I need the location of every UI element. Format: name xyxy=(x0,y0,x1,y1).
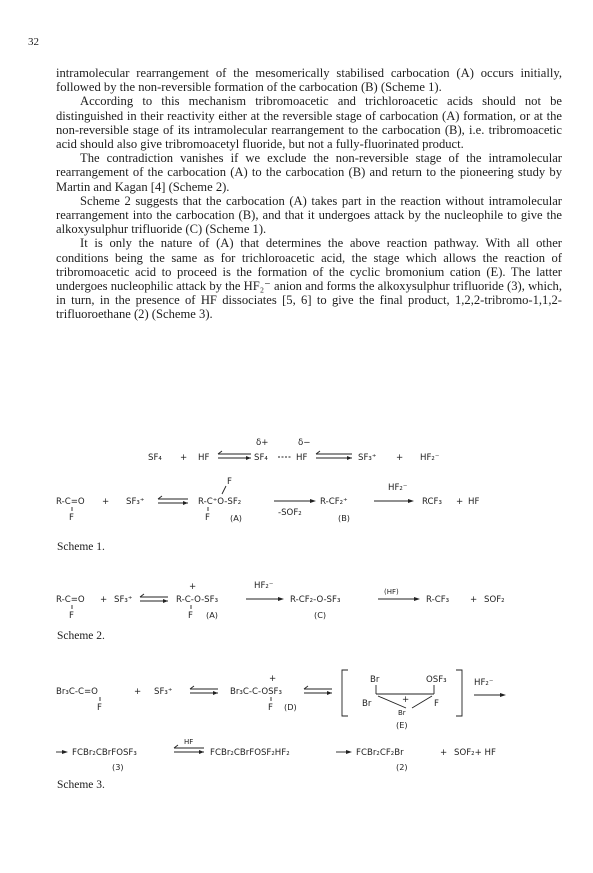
cation-d: Br₃C-C-OSF₃ xyxy=(230,687,282,697)
delta-minus: δ− xyxy=(298,438,311,448)
hf2-reagent: HF₂⁻ xyxy=(388,483,408,493)
sf3-cation: SF₃⁺ xyxy=(126,497,145,507)
hf2-reagent: HF₂⁻ xyxy=(474,678,494,688)
plus-sign: + xyxy=(180,453,188,463)
equilibrium-arrow xyxy=(140,594,168,603)
species-2: FCBr₂CF₂Br xyxy=(356,748,404,758)
bond xyxy=(222,486,226,494)
cation-a: R-C-O-SF₃ xyxy=(176,595,219,605)
label-b: (B) xyxy=(338,513,351,523)
ring-br-bridge: Br xyxy=(398,709,406,717)
equilibrium-arrow xyxy=(190,686,218,695)
paragraph: The contradiction vanishes if we exclude the non-reversible stage of the intramolecular rearrangement of the carbocation (A) to the carbocation (B) and return to the pioneering study by Martin and Kagan [4] (Scheme 2). xyxy=(56,151,562,194)
sof2-loss: -SOF₂ xyxy=(278,508,302,518)
reaction-arrow xyxy=(56,750,68,754)
equilibrium-arrow xyxy=(218,451,251,460)
label-d: (D) xyxy=(284,702,297,712)
left-bracket xyxy=(342,670,348,716)
acyl-f: F xyxy=(69,513,74,523)
sf3-cation: SF₃⁺ xyxy=(358,453,377,463)
acyl-f: F xyxy=(69,611,74,621)
reaction-arrow xyxy=(246,597,284,601)
sof2-product: SOF₂+ HF xyxy=(454,748,496,758)
acyl-f: F xyxy=(97,703,102,713)
hf-product: HF xyxy=(468,497,480,507)
acyl-fluoride: R-C=O xyxy=(56,497,85,507)
sf3-cation: SF₃⁺ xyxy=(114,595,133,605)
species-3: FCBr₂CBrFOSF₃ xyxy=(72,748,137,758)
species-3-complex: FCBr₂CBrFOSF₂HF₂ xyxy=(210,748,290,758)
label-e: (E) xyxy=(396,720,408,730)
product-rcf3: RCF₃ xyxy=(422,497,442,507)
plus-sign: + xyxy=(470,595,478,605)
sof2-product: SOF₂ xyxy=(484,595,505,605)
cation-plus: + xyxy=(189,582,197,592)
hf-complex: HF xyxy=(296,453,308,463)
reaction-arrow xyxy=(474,693,506,697)
reaction-arrow xyxy=(374,499,414,503)
plus-sign: + xyxy=(440,748,448,758)
ring-f: F xyxy=(434,699,439,709)
cation-a: R-C⁺O-SF₂ xyxy=(198,497,242,507)
hf-arrow-label: HF xyxy=(184,738,194,746)
paragraph: intramolecular rearrangement of the mesomerically stabilised carbocation (A) occurs initially, followed by the non-reversible formation of the carbocation (B) (Scheme 1). xyxy=(56,66,562,95)
paragraph: Scheme 2 suggests that the carbocation (A) takes part in the reaction without intramolecular rearrangement into the carbocation (B), and that it undergoes attack by the nucleophile to give the alkoxysulphur trifluoride (C) (Scheme 1). xyxy=(56,193,562,237)
cation-f: F xyxy=(188,611,193,621)
cation-f: F xyxy=(268,703,273,713)
label-2: (2) xyxy=(396,762,408,772)
paragraph: According to this mechanism tribromoacetic and trichloroacetic acids should not be distinguished in their reactivity either at the reversible stage of carbocation (A) formation, or at the non-reversible stage of its intramolecular rearrangement to the carbocation (B), i.e. tribromoacetic acid should also give tribromoacetyl fluoride, but not a fully-fluorinated product. xyxy=(56,94,562,152)
hf2-reagent: HF₂⁻ xyxy=(254,581,274,591)
ring-bond xyxy=(412,696,432,708)
product-rcf3: R-CF₃ xyxy=(426,595,450,605)
ring-br-top: Br xyxy=(370,675,380,685)
label-a: (A) xyxy=(230,513,242,523)
hf-condition: (HF) xyxy=(384,588,399,596)
scheme-2-diagram xyxy=(56,572,566,628)
scheme-1-caption: Scheme 1. xyxy=(57,541,105,553)
hf-reactant: HF xyxy=(198,453,210,463)
delta-plus: δ+ xyxy=(256,438,269,448)
plus-sign: + xyxy=(134,687,142,697)
equilibrium-arrow xyxy=(174,745,204,754)
reaction-arrow xyxy=(336,750,352,754)
plus-sign: + xyxy=(102,497,110,507)
cation-plus: + xyxy=(269,674,277,684)
paragraph: It is only the nature of (A) that determines the above reaction pathway. With all other conditions being the same as for trichloroacetic acid, the stage which allows the reaction of tribromoacetic acid to proceed is the formation of the cyclic bromonium cation (E). The latter undergoes nucleophilic attack by the HF₂⁻ anion and forms the alkoxysulphur trifluoride (3), which, in turn, in the presence of HF dissociates [5, 6] to give the final product, 1,2,2-tribromo-1,1,2-trifluoroethane (2) (Scheme 3). xyxy=(56,236,562,322)
ring-br-left: Br xyxy=(362,699,372,709)
sf3-cation: SF₃⁺ xyxy=(154,687,173,697)
reaction-arrow xyxy=(274,499,316,503)
cation-b: R-CF₂⁺ xyxy=(320,497,348,507)
sf4-complex: SF₄ xyxy=(254,453,268,463)
scheme-1-diagram xyxy=(56,428,566,538)
equilibrium-arrow xyxy=(316,451,352,460)
label-a: (A) xyxy=(206,610,218,620)
right-bracket xyxy=(456,670,462,716)
reaction-arrow xyxy=(378,597,420,601)
ring-plus: + xyxy=(402,695,410,705)
ring-osf3: OSF₃ xyxy=(426,675,447,685)
plus-sign: + xyxy=(100,595,108,605)
acyl-fluoride: R-C=O xyxy=(56,595,85,605)
body-text xyxy=(56,66,562,322)
label-3: (3) xyxy=(112,762,124,772)
sf4-reactant: SF₄ xyxy=(148,453,162,463)
species-c: R-CF₂-O-SF₃ xyxy=(290,595,341,605)
equilibrium-arrow xyxy=(158,496,188,505)
scheme-3-diagram xyxy=(56,660,566,778)
scheme-2-caption: Scheme 2. xyxy=(57,630,105,642)
scheme-3-caption: Scheme 3. xyxy=(57,779,105,791)
f-bottom: F xyxy=(205,513,210,523)
hf2-anion: HF₂⁻ xyxy=(420,453,440,463)
equilibrium-arrow xyxy=(304,686,332,695)
label-c: (C) xyxy=(314,610,327,620)
plus-sign: + xyxy=(396,453,404,463)
f-top: F xyxy=(227,477,232,487)
acyl-fluoride: Br₃C-C=O xyxy=(56,687,98,697)
page-number: 32 xyxy=(28,36,39,48)
plus-sign: + xyxy=(456,497,464,507)
